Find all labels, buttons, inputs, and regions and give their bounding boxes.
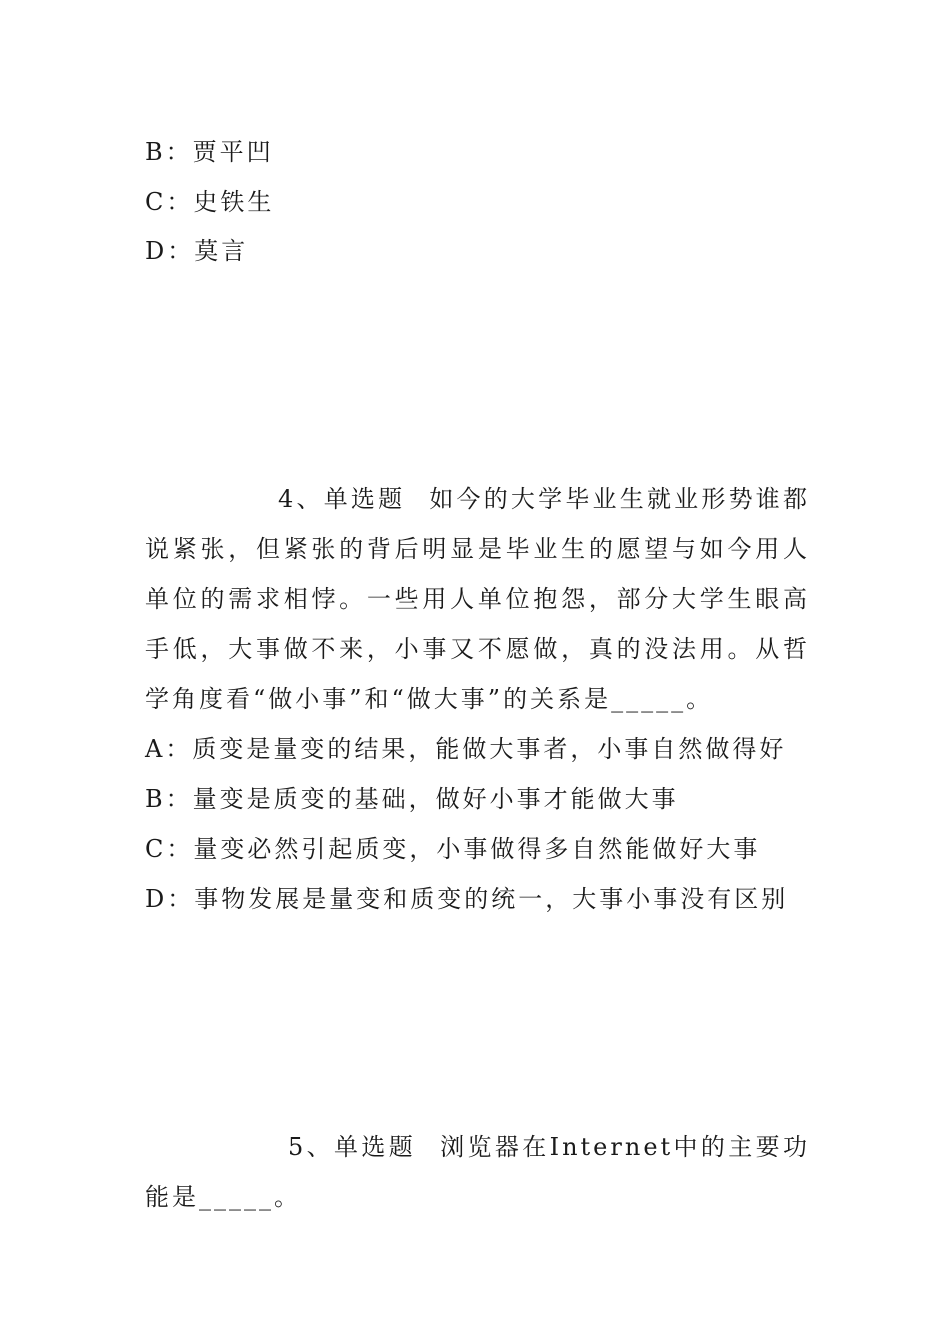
- question-text: 如今的大学毕业生就业形势谁都说紧张，但紧张的背后明显是毕业生的愿望与如今用人单位的需求相悖。一些用人单位抱怨，部分大学生眼高手低，大事做不来，小事又不愿做，真的没法用。从哲学角度看“做小事”和“做大事”的关系是_____。: [145, 485, 810, 713]
- option-text: 贾平凹: [192, 138, 274, 166]
- q3-option-c: [145, 187, 274, 217]
- option-text: 量变是质变的基础，做好小事才能做大事: [192, 785, 679, 813]
- question-type: 单选题: [323, 485, 406, 513]
- option-text: 事物发展是量变和质变的统一，大事小事没有区别: [194, 885, 789, 913]
- option-text: 史铁生: [193, 188, 275, 216]
- q4-option-d: [145, 884, 788, 914]
- option-letter: B：: [145, 138, 193, 166]
- q4-option-c: [145, 834, 760, 864]
- option-letter: C：: [145, 835, 194, 863]
- option-text: 质变是量变的结果，能做大事者，小事自然做得好: [192, 735, 787, 763]
- question-type: 单选题: [334, 1133, 417, 1161]
- option-letter: C：: [145, 188, 194, 216]
- option-text: 莫言: [194, 237, 249, 265]
- question-number: 4、: [278, 485, 324, 513]
- option-letter: D：: [145, 885, 195, 913]
- question-text: 浏览器在Internet中的主要功能是_____。: [145, 1133, 811, 1211]
- option-text: 量变必然引起质变，小事做得多自然能做好大事: [193, 835, 761, 863]
- option-letter: B：: [145, 785, 193, 813]
- q4-option-a: [145, 734, 786, 764]
- q4-stem: [145, 474, 810, 724]
- option-letter: D：: [145, 237, 195, 265]
- option-letter: A：: [145, 735, 193, 763]
- q4-option-b: [145, 784, 679, 814]
- q3-option-d: [145, 236, 248, 266]
- question-number: 5、: [288, 1133, 335, 1161]
- q5-stem: [145, 1122, 810, 1222]
- q3-option-b: [145, 137, 274, 167]
